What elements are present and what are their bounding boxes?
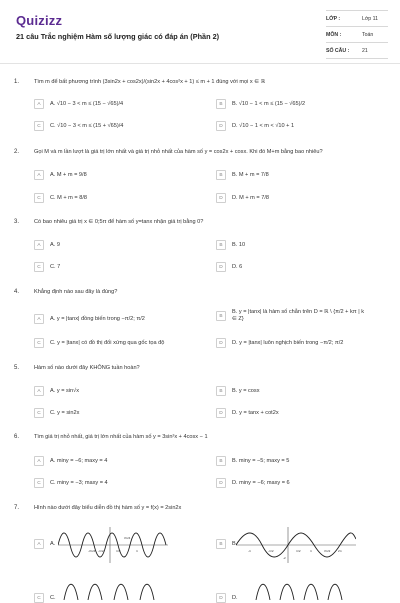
- option-letter: D: [216, 593, 226, 603]
- option-letter: D: [216, 338, 226, 348]
- meta-key: MÔN :: [326, 31, 342, 38]
- graph-a-label: -3π/4: [88, 549, 96, 553]
- option-letter: C: [34, 593, 44, 603]
- option-text: B. y = cosx: [232, 388, 260, 394]
- meta-key: SỐ CÂU :: [326, 47, 350, 54]
- option-text: B. 10: [232, 242, 246, 248]
- option-c[interactable]: [34, 408, 79, 418]
- option-letter: D: [216, 262, 226, 272]
- graph-d-curve: [256, 584, 342, 600]
- question-number: 4.: [14, 289, 20, 295]
- question-text: Hàm số nào dưới đây KHÔNG tuần hoàn?: [34, 365, 140, 371]
- meta-row-subject: [326, 27, 388, 43]
- question-text: Gọi M và m lần lượt là giá trị lớn nhất và giá trị nhỏ nhất của hàm số y = cos2x + cosx. Khi đó M+m bằng bao nhiêu?: [34, 149, 323, 155]
- graph-b-label: 3π/2: [324, 549, 331, 553]
- option-text: A. M + m = 9/8: [50, 172, 87, 178]
- option-text: D. miny = −6; maxy = 6: [232, 480, 290, 486]
- option-text: C. √10 − 3 < m ≤ (15 + √65)/4: [50, 123, 124, 129]
- option-text: B. √10 − 1 < m ≤ (15 − √65)/2: [232, 101, 306, 107]
- option-text: C.: [50, 595, 56, 601]
- meta-table: [326, 10, 388, 59]
- option-text: D.: [232, 595, 238, 601]
- question-number: 5.: [14, 365, 20, 371]
- graph-b-label: π/2: [296, 549, 301, 553]
- option-letter: A: [34, 170, 44, 180]
- question-text: Hình nào dưới đây biểu diễn đồ thị hàm số y = f(x) = 2sin2x: [34, 505, 182, 511]
- question-text: Khẳng định nào sau đây là đúng?: [34, 289, 118, 295]
- meta-value: Lớp 11: [362, 15, 378, 22]
- option-letter: D: [216, 478, 226, 488]
- option-letter: A: [34, 99, 44, 109]
- option-letter: A: [34, 539, 44, 549]
- option-b[interactable]: [216, 386, 260, 396]
- option-b[interactable]: [216, 309, 366, 323]
- option-b[interactable]: [216, 456, 289, 466]
- option-letter: A: [34, 386, 44, 396]
- option-text: A. 9: [50, 242, 60, 248]
- meta-value: 21: [362, 47, 368, 54]
- graph-b-label: -π/2: [268, 549, 274, 553]
- option-letter: B: [216, 456, 226, 466]
- graph-a-label: 3π/4: [124, 536, 131, 540]
- graph-b: [236, 525, 356, 565]
- option-d[interactable]: [216, 193, 269, 203]
- graph-c-curve: [64, 584, 154, 600]
- option-letter: A: [34, 456, 44, 466]
- graph-b-label: π: [310, 549, 313, 553]
- option-d[interactable]: [216, 121, 294, 131]
- question-number: 2.: [14, 149, 20, 155]
- option-text: D. y = tanx + cot2x: [232, 410, 279, 416]
- option-b[interactable]: [216, 539, 237, 549]
- option-a[interactable]: [34, 314, 145, 324]
- option-text: C. 7: [50, 264, 61, 270]
- option-text: D. M + m = 7/8: [232, 195, 269, 201]
- graph-c: [58, 577, 168, 600]
- option-c[interactable]: [34, 262, 60, 272]
- graph-a-label: π/4: [116, 549, 121, 553]
- graph-b-label: -2: [283, 556, 286, 560]
- option-a[interactable]: [34, 386, 79, 396]
- option-b[interactable]: [216, 170, 269, 180]
- question-text: Tìm giá trị nhỏ nhất, giá trị lớn nhất của hàm số y = 3sin²x + 4cosx − 1: [34, 434, 208, 440]
- header-divider: [0, 63, 400, 64]
- option-text: C. miny = −3; maxy = 4: [50, 480, 108, 486]
- option-c[interactable]: [34, 593, 56, 603]
- option-a[interactable]: [34, 240, 60, 250]
- option-letter: B: [216, 240, 226, 250]
- graph-a-label: π: [136, 549, 139, 553]
- option-text: A. √10 − 3 < m ≤ (15 − √65)/4: [50, 101, 124, 107]
- option-letter: D: [216, 193, 226, 203]
- meta-row-class: [326, 10, 388, 27]
- option-letter: D: [216, 121, 226, 131]
- option-letter: C: [34, 121, 44, 131]
- option-letter: C: [34, 338, 44, 348]
- option-letter: C: [34, 478, 44, 488]
- option-d[interactable]: [216, 593, 238, 603]
- option-text: D. y = |tanx| luôn nghịch biến trong −π/2; π/2: [232, 340, 344, 346]
- document-title: 21 câu Trắc nghiệm Hàm số lượng giác có đáp án (Phần 2): [16, 32, 220, 41]
- option-b[interactable]: [216, 99, 305, 109]
- graph-a-label: -π/2: [98, 549, 104, 553]
- option-a[interactable]: [34, 539, 55, 549]
- option-a[interactable]: [34, 456, 107, 466]
- graph-d: [236, 577, 356, 600]
- option-letter: B: [216, 386, 226, 396]
- option-text: D. 6: [232, 264, 243, 270]
- option-b[interactable]: [216, 240, 245, 250]
- option-d[interactable]: [216, 262, 242, 272]
- option-text: B. M + m = 7/8: [232, 172, 269, 178]
- option-text: B.: [232, 541, 238, 547]
- question-number: 6.: [14, 434, 20, 440]
- option-text: D. √10 − 1 < m < √10 + 1: [232, 123, 295, 129]
- option-d[interactable]: [216, 408, 279, 418]
- graph-b-label: -π: [248, 549, 252, 553]
- option-a[interactable]: [34, 99, 123, 109]
- question-number: 7.: [14, 505, 20, 511]
- option-letter: B: [216, 99, 226, 109]
- option-text: A. y = |tanx| đồng biến trong −π/2; π/2: [50, 316, 145, 322]
- option-a[interactable]: [34, 170, 87, 180]
- question-number: 3.: [14, 219, 20, 225]
- option-letter: B: [216, 539, 226, 549]
- option-text: B. y = |tanx| là hàm số chẵn trên D = ℝ \ {π/2 + kπ | k ∈ Z}: [232, 309, 365, 322]
- meta-key: LỚP :: [326, 15, 341, 22]
- option-c[interactable]: [34, 478, 108, 488]
- option-letter: A: [34, 240, 44, 250]
- option-d[interactable]: [216, 338, 343, 348]
- option-d[interactable]: [216, 478, 290, 488]
- option-letter: D: [216, 408, 226, 418]
- option-c[interactable]: [34, 193, 87, 203]
- question-text: Tìm m để bất phương trình (3sin2x + cos2x)/(sin2x + 4cos²x + 1) ≤ m + 1 đúng với mọi x ∈ ℝ: [34, 79, 266, 85]
- logo: Quizizz: [16, 13, 63, 28]
- graph-b-label: 2π: [338, 549, 342, 553]
- option-letter: C: [34, 408, 44, 418]
- option-letter: C: [34, 262, 44, 272]
- graph-a: [58, 525, 168, 565]
- option-letter: C: [34, 193, 44, 203]
- meta-row-count: [326, 43, 388, 59]
- meta-value: Toán: [362, 31, 374, 38]
- option-text: B. miny = −5; maxy = 5: [232, 458, 290, 464]
- option-text: A.: [50, 541, 56, 547]
- question-text: Có bao nhiêu giá trị x ∈ 0;5π để hàm số y=tanx nhận giá trị bằng 0?: [34, 219, 204, 225]
- option-c[interactable]: [34, 338, 164, 348]
- question-number: 1.: [14, 79, 20, 85]
- option-letter: B: [216, 170, 226, 180]
- option-letter: B: [216, 311, 226, 321]
- option-text: C. y = sin2x: [50, 410, 80, 416]
- option-text: C. y = |tanx| có đồ thị đối xứng qua gốc tọa độ: [50, 340, 165, 346]
- option-text: A. y = sin√x: [50, 388, 80, 394]
- option-c[interactable]: [34, 121, 123, 131]
- option-text: C. M + m = 8/8: [50, 195, 87, 201]
- option-text: A. miny = −6; maxy = 4: [50, 458, 108, 464]
- option-letter: A: [34, 314, 44, 324]
